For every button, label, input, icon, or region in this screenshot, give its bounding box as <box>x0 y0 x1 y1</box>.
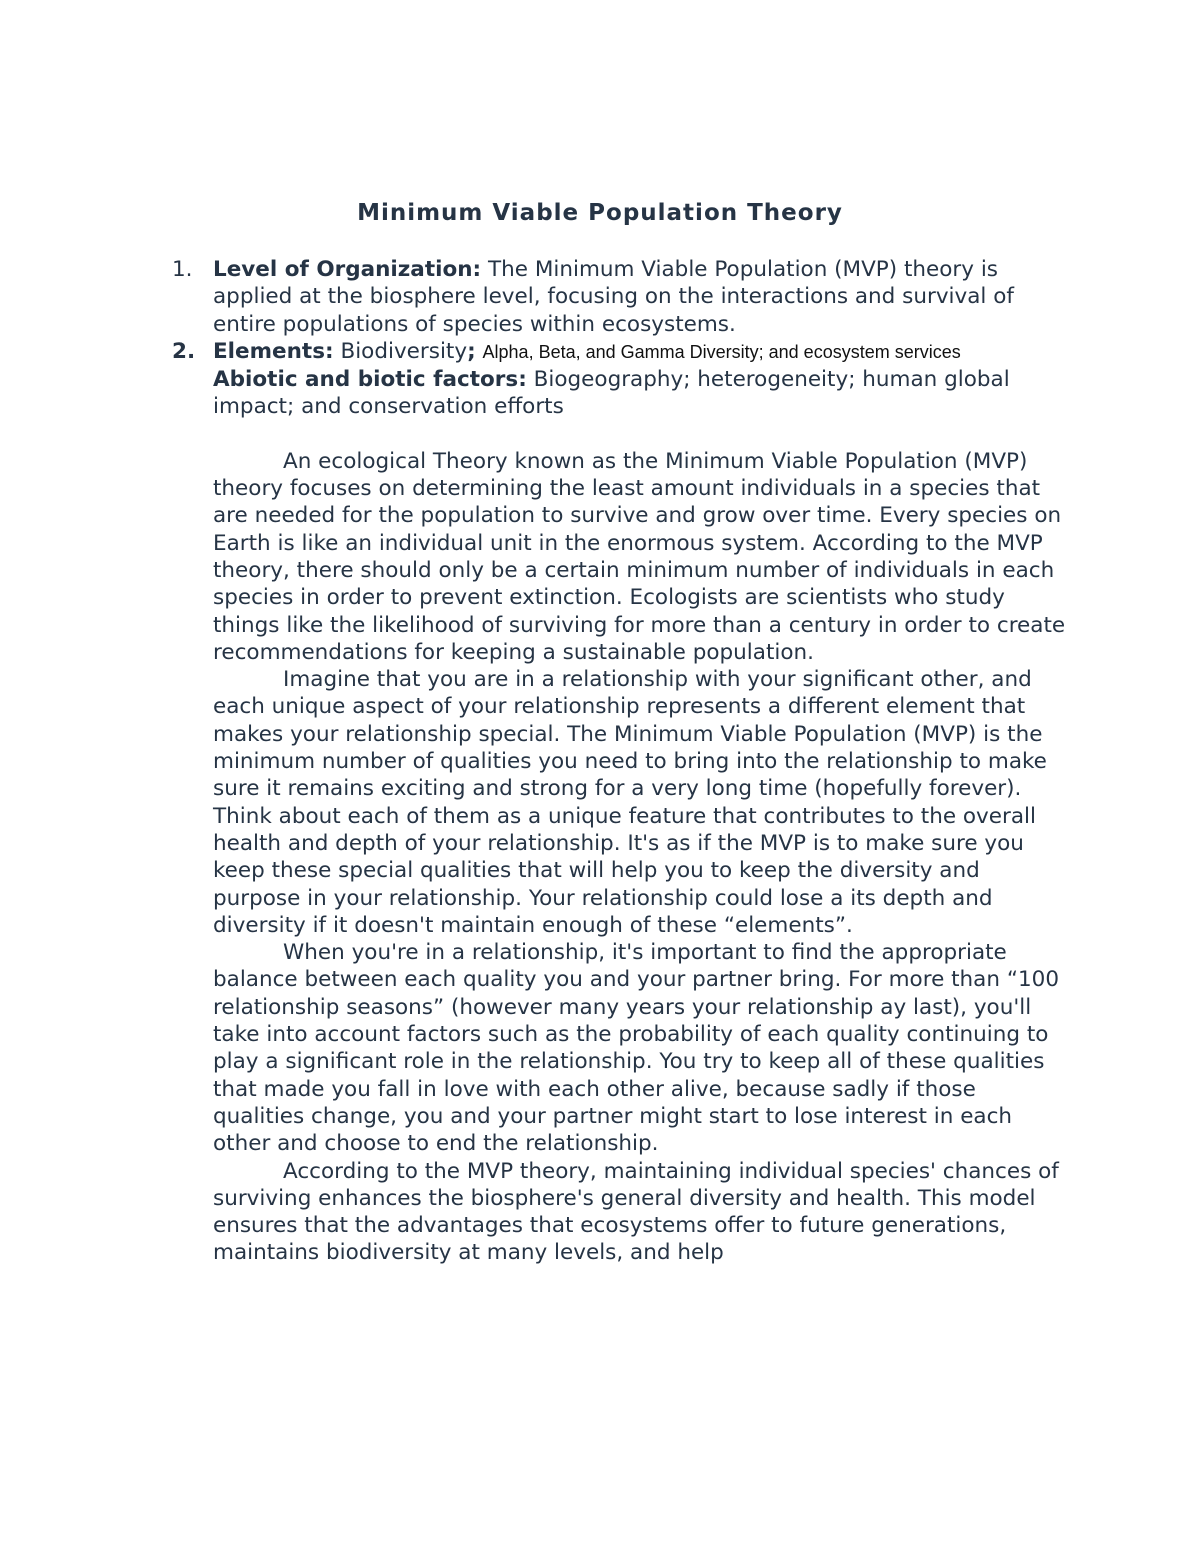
document-body <box>172 256 1073 1267</box>
list-number: 1. <box>172 257 193 282</box>
list-item-abiotic-biotic <box>213 366 1073 421</box>
body-paragraph: When you're in a relationship, it's important to find the appropriate balance between each quality you and your partner bring. For more than “100 relationship seasons” (however many years your relationship ay last), you'll take into account factors such as the probability of each quality continuing to play a significant role in the relationship. You try to keep all of these qualities that made you fall in love with each other alive, because sadly if those qualities change, you and your partner might start to lose interest in each other and choose to end the relationship. <box>213 940 1059 1157</box>
list-number: 2. <box>172 338 196 364</box>
list-item-text: Biogeography; heterogeneity; human global impact; and conservation efforts <box>213 367 1010 420</box>
blank-line <box>213 421 1073 448</box>
body-paragraph: Imagine that you are in a relationship with your significant other, and each unique aspect of your relationship represents a different element that makes your relationship special. The Minimum Viable Population (MVP) is the minimum number of qualities you need to bring into the relationship to make sure it remains exciting and strong for a very long time (hopefully forever). <box>213 667 1047 802</box>
list-item-text: The Minimum Viable Population (MVP) theory is applied at the biosphere level, focusing on the interactions and survival of entire populations of species within ecosystems. <box>213 257 1014 337</box>
list-item-level-of-organization <box>172 256 1073 338</box>
list-item-label: Level of Organization: <box>213 257 482 282</box>
document-title: Minimum Viable Population Theory <box>357 200 843 226</box>
body-paragraph: An ecological Theory known as the Minimum Viable Population (MVP) theory focuses on determining the least amount individuals in a species that are needed for the population to survive and grow over time. Every species on Earth is like an individual unit in the enormous system. According to the MVP theory, there should only be a certain minimum number of individuals in each species in order to prevent extinction. Ecologists are scientists who study things like the likelihood of surviving for more than a century in order to create recommendations for keeping a sustainable population. <box>213 448 1066 665</box>
list-item-separator: ; <box>467 338 476 364</box>
list-item-text: Biodiversity <box>340 338 468 364</box>
list-item-label: Elements: <box>213 338 334 364</box>
body-paragraph: According to the MVP theory, maintaining individual species' chances of surviving enhances the biosphere's general diversity and health. This model ensures that the advantages that ecosystems offer to future generations, maintains biodiversity at many levels, and help <box>213 1158 1059 1266</box>
list-item-label: Abiotic and biotic factors: <box>213 367 527 393</box>
list-item-elements <box>172 338 1073 366</box>
body-paragraph: Think about each of them as a unique feature that contributes to the overall health and depth of your relationship. It's as if the MVP is to make sure you keep these special qualities that will help you to keep the diversity and purpose in your relationship. Your relationship could lose a its depth and diversity if it doesn't maintain enough of these “elements”. <box>213 803 1036 938</box>
list-item-text-alt-font: Alpha, Beta, and Gamma Diversity; and ecosystem services <box>482 341 961 362</box>
